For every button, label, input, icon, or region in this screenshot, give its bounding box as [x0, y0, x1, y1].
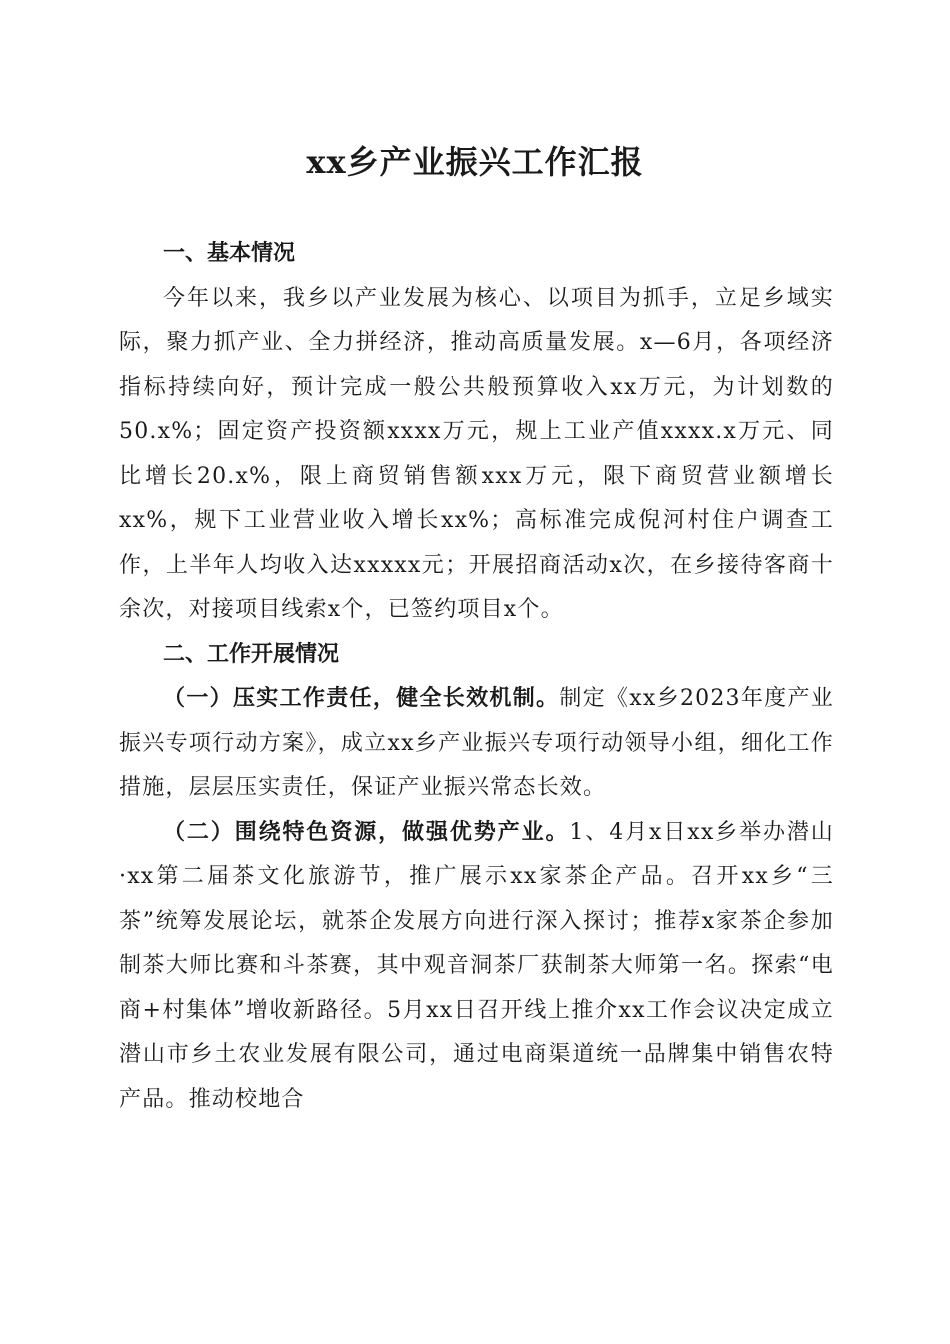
document-body [119, 232, 834, 1122]
paragraph-item-1 [119, 677, 834, 811]
paragraph-item-1-text: 制定《xx乡2023年度产业振兴专项行动方案》，成立xx乡产业振兴专项行动领导小组，细化工作措施，层层压实责任，保证产业振兴常态长效。 [119, 686, 834, 800]
paragraph-item-1-lead: （一）压实工作责任，健全长效机制。 [163, 686, 560, 711]
paragraph-basic-situation: 今年以来，我乡以产业发展为核心、以项目为抓手，立足乡域实际，聚力抓产业、全力拼经济，推动高质量发展。x—6月，各项经济指标持续向好，预计完成一般公共般预算收入xx万元，为计划数的50.x%；固定资产投资额xxxx万元，规上工业产值xxxx.x万元、同比增长20.x%，限上商贸销售额xxx万元，限下商贸营业额增长xx%，规下工业营业收入增长xx%；高标准完成倪河村住户调查工作，上半年人均收入达xxxxx元；开展招商活动x次，在乡接待客商十余次，对接项目线索x个，已签约项目x个。 [119, 285, 834, 622]
section-heading-basic-situation: 一、基本情况 [163, 241, 296, 266]
paragraph-item-2-text: 1、4月x日xx乡举办潜山·xx第二届茶文化旅游节，推广展示xx家茶企产品。召开xx乡“三茶”统筹发展论坛，就茶企发展方向进行深入探讨；推荐x家茶企参加制茶大师比赛和斗茶赛，其中观音洞茶厂获制茶大师第一名。探索“电商+村集体”增收新路径。5月xx日召开线上推介xx工作会议决定成立潜山市乡土农业发展有限公司，通过电商渠道统一品牌集中销售农特产品。推动校地合 [119, 819, 834, 1112]
document-title: xx乡产业振兴工作汇报 [306, 143, 644, 181]
section-heading-work-progress: 二、工作开展情况 [163, 641, 340, 667]
paragraph-item-2 [119, 811, 834, 1123]
paragraph-item-2-lead: （二）围绕特色资源，做强优势产业。 [163, 819, 570, 845]
